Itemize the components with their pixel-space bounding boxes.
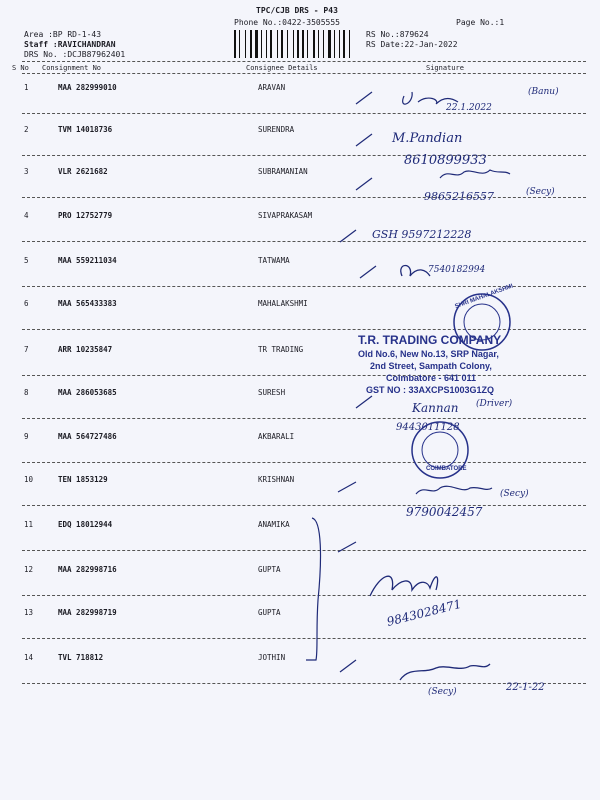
row-consignment-no: MAA 282998719 bbox=[58, 608, 117, 617]
seal-text: SHRI MAHALAKSHMI bbox=[454, 283, 515, 311]
table-row bbox=[0, 432, 600, 475]
seal-text: COIMBATORE bbox=[426, 466, 467, 472]
sig3-note: (Secy) bbox=[526, 187, 555, 197]
col-sno: S No bbox=[12, 64, 29, 72]
row-sno: 12 bbox=[24, 565, 34, 574]
divider bbox=[22, 61, 586, 62]
row-consignee: SURESH bbox=[258, 388, 286, 397]
table-row bbox=[0, 565, 600, 608]
barcode-bar bbox=[297, 30, 299, 58]
row-divider bbox=[22, 595, 586, 596]
sig8-note: (Driver) bbox=[476, 399, 513, 409]
row-consignment-no: TVM 14018736 bbox=[58, 125, 113, 134]
divider bbox=[22, 73, 586, 74]
row-consignee: MAHALAKSHMI bbox=[258, 299, 308, 308]
row-consignment-no: MAA 565433383 bbox=[58, 299, 117, 308]
barcode-bar bbox=[293, 30, 294, 58]
sig12-phone: 9843028471 bbox=[385, 596, 463, 629]
row-sno: 2 bbox=[24, 125, 29, 134]
sig10-phone: 9790042457 bbox=[406, 505, 483, 519]
row-consignment-no: ARR 10235847 bbox=[58, 345, 113, 354]
row-divider bbox=[22, 375, 586, 376]
row-sno: 6 bbox=[24, 299, 29, 308]
staff-name: Staff :RAVICHANDRAN bbox=[24, 40, 116, 49]
col-consignment: Consignment No bbox=[42, 64, 102, 72]
stamp-line2: 2nd Street, Sampath Colony, bbox=[370, 361, 492, 371]
row-consignment-no: VLR 2621682 bbox=[58, 167, 108, 176]
row-sno: 14 bbox=[24, 653, 34, 662]
row-consignee: ANAMIKA bbox=[258, 520, 290, 529]
barcode-bar bbox=[334, 30, 335, 58]
row-sno: 5 bbox=[24, 256, 29, 265]
row-divider bbox=[22, 505, 586, 506]
row-divider bbox=[22, 550, 586, 551]
row-consignee: SUBRAMANIAN bbox=[258, 167, 308, 176]
barcode-bar bbox=[266, 30, 267, 58]
table-row bbox=[0, 520, 600, 563]
row-sno: 1 bbox=[24, 83, 29, 92]
row-divider bbox=[22, 683, 586, 684]
barcode-bar bbox=[323, 30, 324, 58]
row-divider bbox=[22, 155, 586, 156]
col-signature: Signature bbox=[426, 64, 464, 72]
row-sno: 10 bbox=[24, 475, 34, 484]
stamp-line3: Coimbatore - 641 011 bbox=[386, 373, 477, 383]
table-row bbox=[0, 345, 600, 388]
barcode-bar bbox=[313, 30, 315, 58]
sig14-date: 22-1-22 bbox=[506, 682, 545, 693]
row-consignment-no: PRO 12752779 bbox=[58, 211, 113, 220]
table-row bbox=[0, 475, 600, 518]
stamp-gst: GST NO : 33AXCPS1003G1ZQ bbox=[366, 385, 495, 395]
row-consignment-no: MAA 282999010 bbox=[58, 83, 117, 92]
row-divider bbox=[22, 286, 586, 287]
page-number: Page No.:1 bbox=[456, 18, 505, 27]
sig10-note: (Secy) bbox=[500, 489, 529, 499]
barcode-bar bbox=[250, 30, 252, 58]
row-consignment-no: MAA 286053685 bbox=[58, 388, 117, 397]
sig1-date: 22.1.2022 bbox=[446, 103, 492, 113]
sig1-note: (Banu) bbox=[528, 87, 559, 97]
row-sno: 7 bbox=[24, 345, 29, 354]
barcode-bar bbox=[318, 30, 319, 58]
row-consignment-no: MAA 559211034 bbox=[58, 256, 117, 265]
table-row bbox=[0, 125, 600, 168]
area-code: Area :BP RD-1-43 bbox=[24, 30, 102, 39]
sheet-title: TPC/CJB DRS - P43 bbox=[256, 6, 338, 15]
barcode-bar bbox=[255, 30, 258, 58]
barcode-bar bbox=[302, 30, 304, 58]
row-consignee: SURENDRA bbox=[258, 125, 295, 134]
table-row bbox=[0, 299, 600, 342]
row-consignment-no: EDQ 18012944 bbox=[58, 520, 113, 529]
row-divider bbox=[22, 113, 586, 114]
barcode-bar bbox=[328, 30, 331, 58]
table-row bbox=[0, 83, 600, 126]
table-row bbox=[0, 256, 600, 299]
sig8-phone: 9443011128 bbox=[396, 422, 460, 433]
table-row bbox=[0, 388, 600, 431]
row-consignee: KRISHNAN bbox=[258, 475, 295, 484]
sig5-phone: 7540182994 bbox=[428, 265, 486, 275]
barcode-bar bbox=[239, 30, 240, 58]
stamp-company: T.R. TRADING COMPANY bbox=[358, 333, 502, 347]
barcode-bar bbox=[270, 30, 272, 58]
table-row bbox=[0, 211, 600, 254]
row-consignee: GUPTA bbox=[258, 608, 281, 617]
row-consignee: SIVAPRAKASAM bbox=[258, 211, 313, 220]
row-consignee: JOTHIN bbox=[258, 653, 286, 662]
sig2-name: M.Pandian bbox=[392, 131, 463, 146]
row-sno: 8 bbox=[24, 388, 29, 397]
barcode-bar bbox=[277, 30, 278, 58]
row-sno: 4 bbox=[24, 211, 29, 220]
barcode-bar bbox=[261, 30, 262, 58]
barcode-bar bbox=[281, 30, 283, 58]
rs-number: RS No.:879624 bbox=[366, 30, 429, 39]
row-sno: 11 bbox=[24, 520, 34, 529]
row-sno: 13 bbox=[24, 608, 34, 617]
sig14-note: (Secy) bbox=[428, 687, 457, 697]
row-consignee: TATWAMA bbox=[258, 256, 290, 265]
rs-date: RS Date:22-Jan-2022 bbox=[366, 40, 458, 49]
table-row bbox=[0, 167, 600, 210]
row-divider bbox=[22, 462, 586, 463]
row-consignee: GUPTA bbox=[258, 565, 281, 574]
row-divider bbox=[22, 241, 586, 242]
row-consignment-no: MAA 564727486 bbox=[58, 432, 117, 441]
col-consignee: Consignee Details bbox=[246, 64, 318, 72]
sig4-text: GSH 9597212228 bbox=[372, 228, 472, 241]
row-divider bbox=[22, 329, 586, 330]
table-row bbox=[0, 608, 600, 651]
row-consignee: ARAVAN bbox=[258, 83, 286, 92]
drs-number: DRS No. :DCJB87962401 bbox=[24, 50, 126, 59]
barcode-bar bbox=[245, 30, 246, 58]
row-divider bbox=[22, 638, 586, 639]
row-sno: 9 bbox=[24, 432, 29, 441]
row-consignee: AKBARALI bbox=[258, 432, 295, 441]
row-divider bbox=[22, 418, 586, 419]
phone-number: Phone No.:0422-3505555 bbox=[234, 18, 340, 27]
barcode-bar bbox=[343, 30, 345, 58]
barcode-bar bbox=[349, 30, 350, 58]
row-consignee: TR TRADING bbox=[258, 345, 304, 354]
sig8-name: Kannan bbox=[412, 401, 459, 415]
row-consignment-no: TEN 1853129 bbox=[58, 475, 108, 484]
barcode-bar bbox=[307, 30, 308, 58]
sig3-phone: 9865216557 bbox=[424, 190, 494, 203]
stamp-line1: Old No.6, New No.13, SRP Nagar, bbox=[358, 349, 499, 359]
barcode-bar bbox=[339, 30, 340, 58]
barcode-bar bbox=[234, 30, 236, 58]
row-divider bbox=[22, 197, 586, 198]
row-consignment-no: MAA 282998716 bbox=[58, 565, 117, 574]
sig2-phone: 8610899933 bbox=[404, 153, 487, 168]
table-row bbox=[0, 653, 600, 696]
barcode-bar bbox=[287, 30, 288, 58]
row-sno: 3 bbox=[24, 167, 29, 176]
row-consignment-no: TVL 718812 bbox=[58, 653, 104, 662]
barcode bbox=[234, 30, 360, 58]
